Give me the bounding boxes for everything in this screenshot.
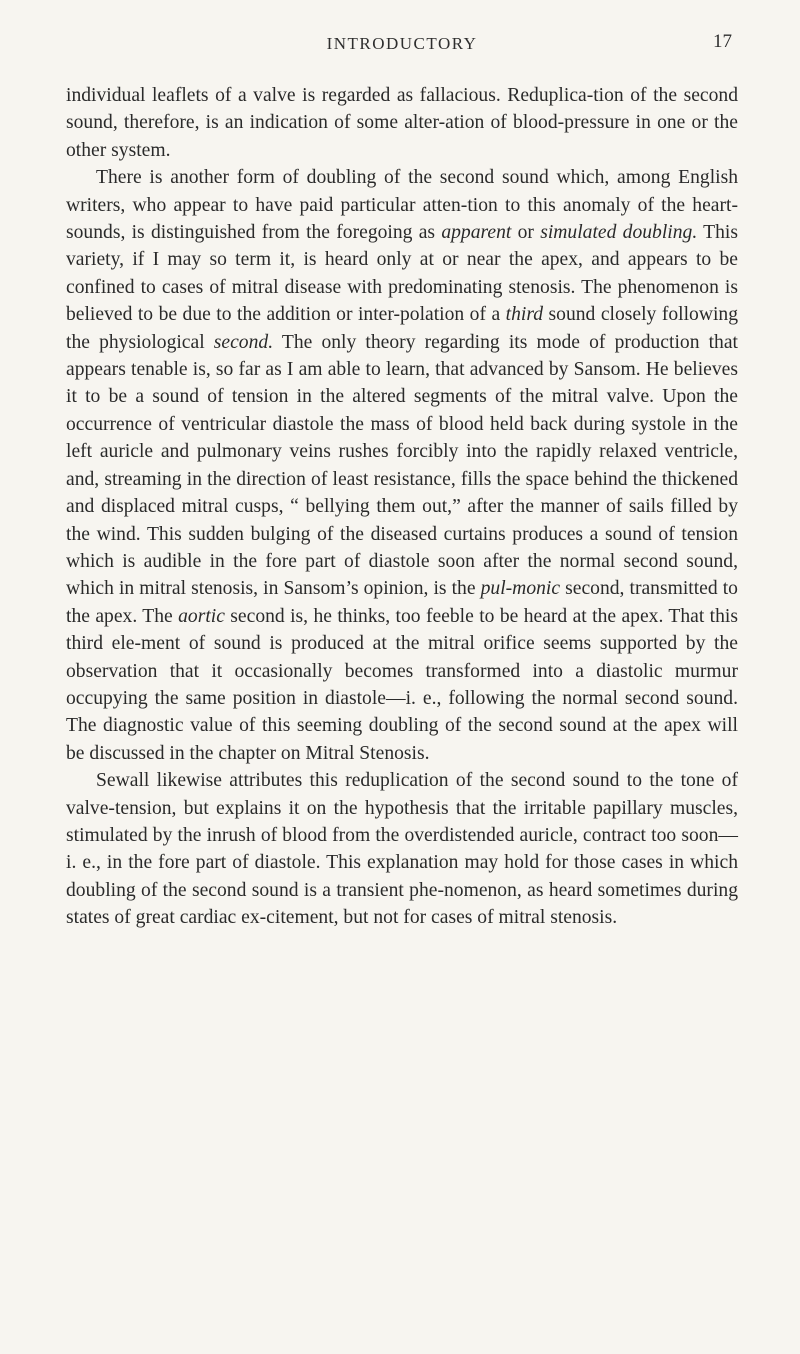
paragraph-text: The only theory regarding its mode of production that appears tenable is, so far as I am able to learn, that advanced by Sansom. He believes it to be a sound of tension in the altered segments of the mitral valve. Upon the occurrence of ventricular diastole the mass of blood held back during systole in the left auricle and pulmonary veins rushes forcibly into the rapidly relaxed ventricle, and, streaming in the direction of least resistance, fills the space behind the thickened and displaced mitral cusps, “ bellying them out,” after the manner of sails filled by the wind. This sudden bulging of the diseased curtains produces a sound of tension which is audible in the fore part of diastole soon after the normal second sound, which in mitral stenosis, in Sansom’s opinion, is the: [66, 331, 738, 600]
italic-text: apparent: [441, 222, 512, 244]
paragraph-text: individual leaflets of a valve is regarded as fallacious. Reduplica-tion of the second sound, therefore, is an indication of some alter-ation of blood-pressure in one or the other system.: [66, 85, 738, 161]
paragraph-text: second is, he thinks, too feeble to be heard at the apex. That this third ele-ment of sound is produced at the mitral orifice seems supported by the observation that it occasionally becomes transformed into a diastolic murmur occupying the same position in diastole—i. e., following the normal second sound. The diagnostic value of this seeming doubling of the second sound at the apex will be discussed in the chapter on Mitral Stenosis.: [66, 605, 738, 764]
paragraph-text: or: [511, 222, 541, 244]
italic-text: third: [505, 304, 544, 326]
page-number: 17: [713, 31, 732, 52]
italic-text: pul-monic: [480, 578, 561, 600]
paragraph: [66, 767, 738, 931]
paragraph: [66, 82, 738, 164]
paragraph-text: Sewall likewise attributes this reduplication of the second sound to the tone of valve-tension, but explains it on the hypothesis that the irritable papillary muscles, stimulated by the inrush of blood from the overdistended auricle, contract too soon—i. e., in the fore part of diastole. This explanation may hold for those cases in which doubling of the second sound is a transient phe-nomenon, as heard sometimes during states of great cardiac ex-citement, but not for cases of mitral stenosis.: [66, 770, 738, 929]
paragraph-text: second, transmitted to the apex. The: [66, 578, 738, 627]
paragraph-text: sound closely following the physiological: [66, 304, 739, 353]
running-head: [66, 0, 738, 66]
italic-text: second.: [213, 331, 274, 353]
body-text: [66, 82, 738, 932]
paragraph: [66, 164, 738, 767]
italic-text: simulated doubling.: [540, 222, 698, 244]
running-head-title: INTRODUCTORY: [326, 34, 478, 53]
paragraph-text: There is another form of doubling of the second sound which, among English writers, who appear to have paid particular atten-tion to this anomaly of the heart-sounds, is distinguished from the foregoing as: [66, 167, 738, 244]
italic-text: aortic: [178, 605, 225, 627]
paragraph-text: This variety, if I may so term it, is heard only at or near the apex, and appears to be confined to cases of mitral disease with predominating stenosis. The phenomenon is believed to be due to the addition or inter-polation of a: [66, 222, 738, 326]
